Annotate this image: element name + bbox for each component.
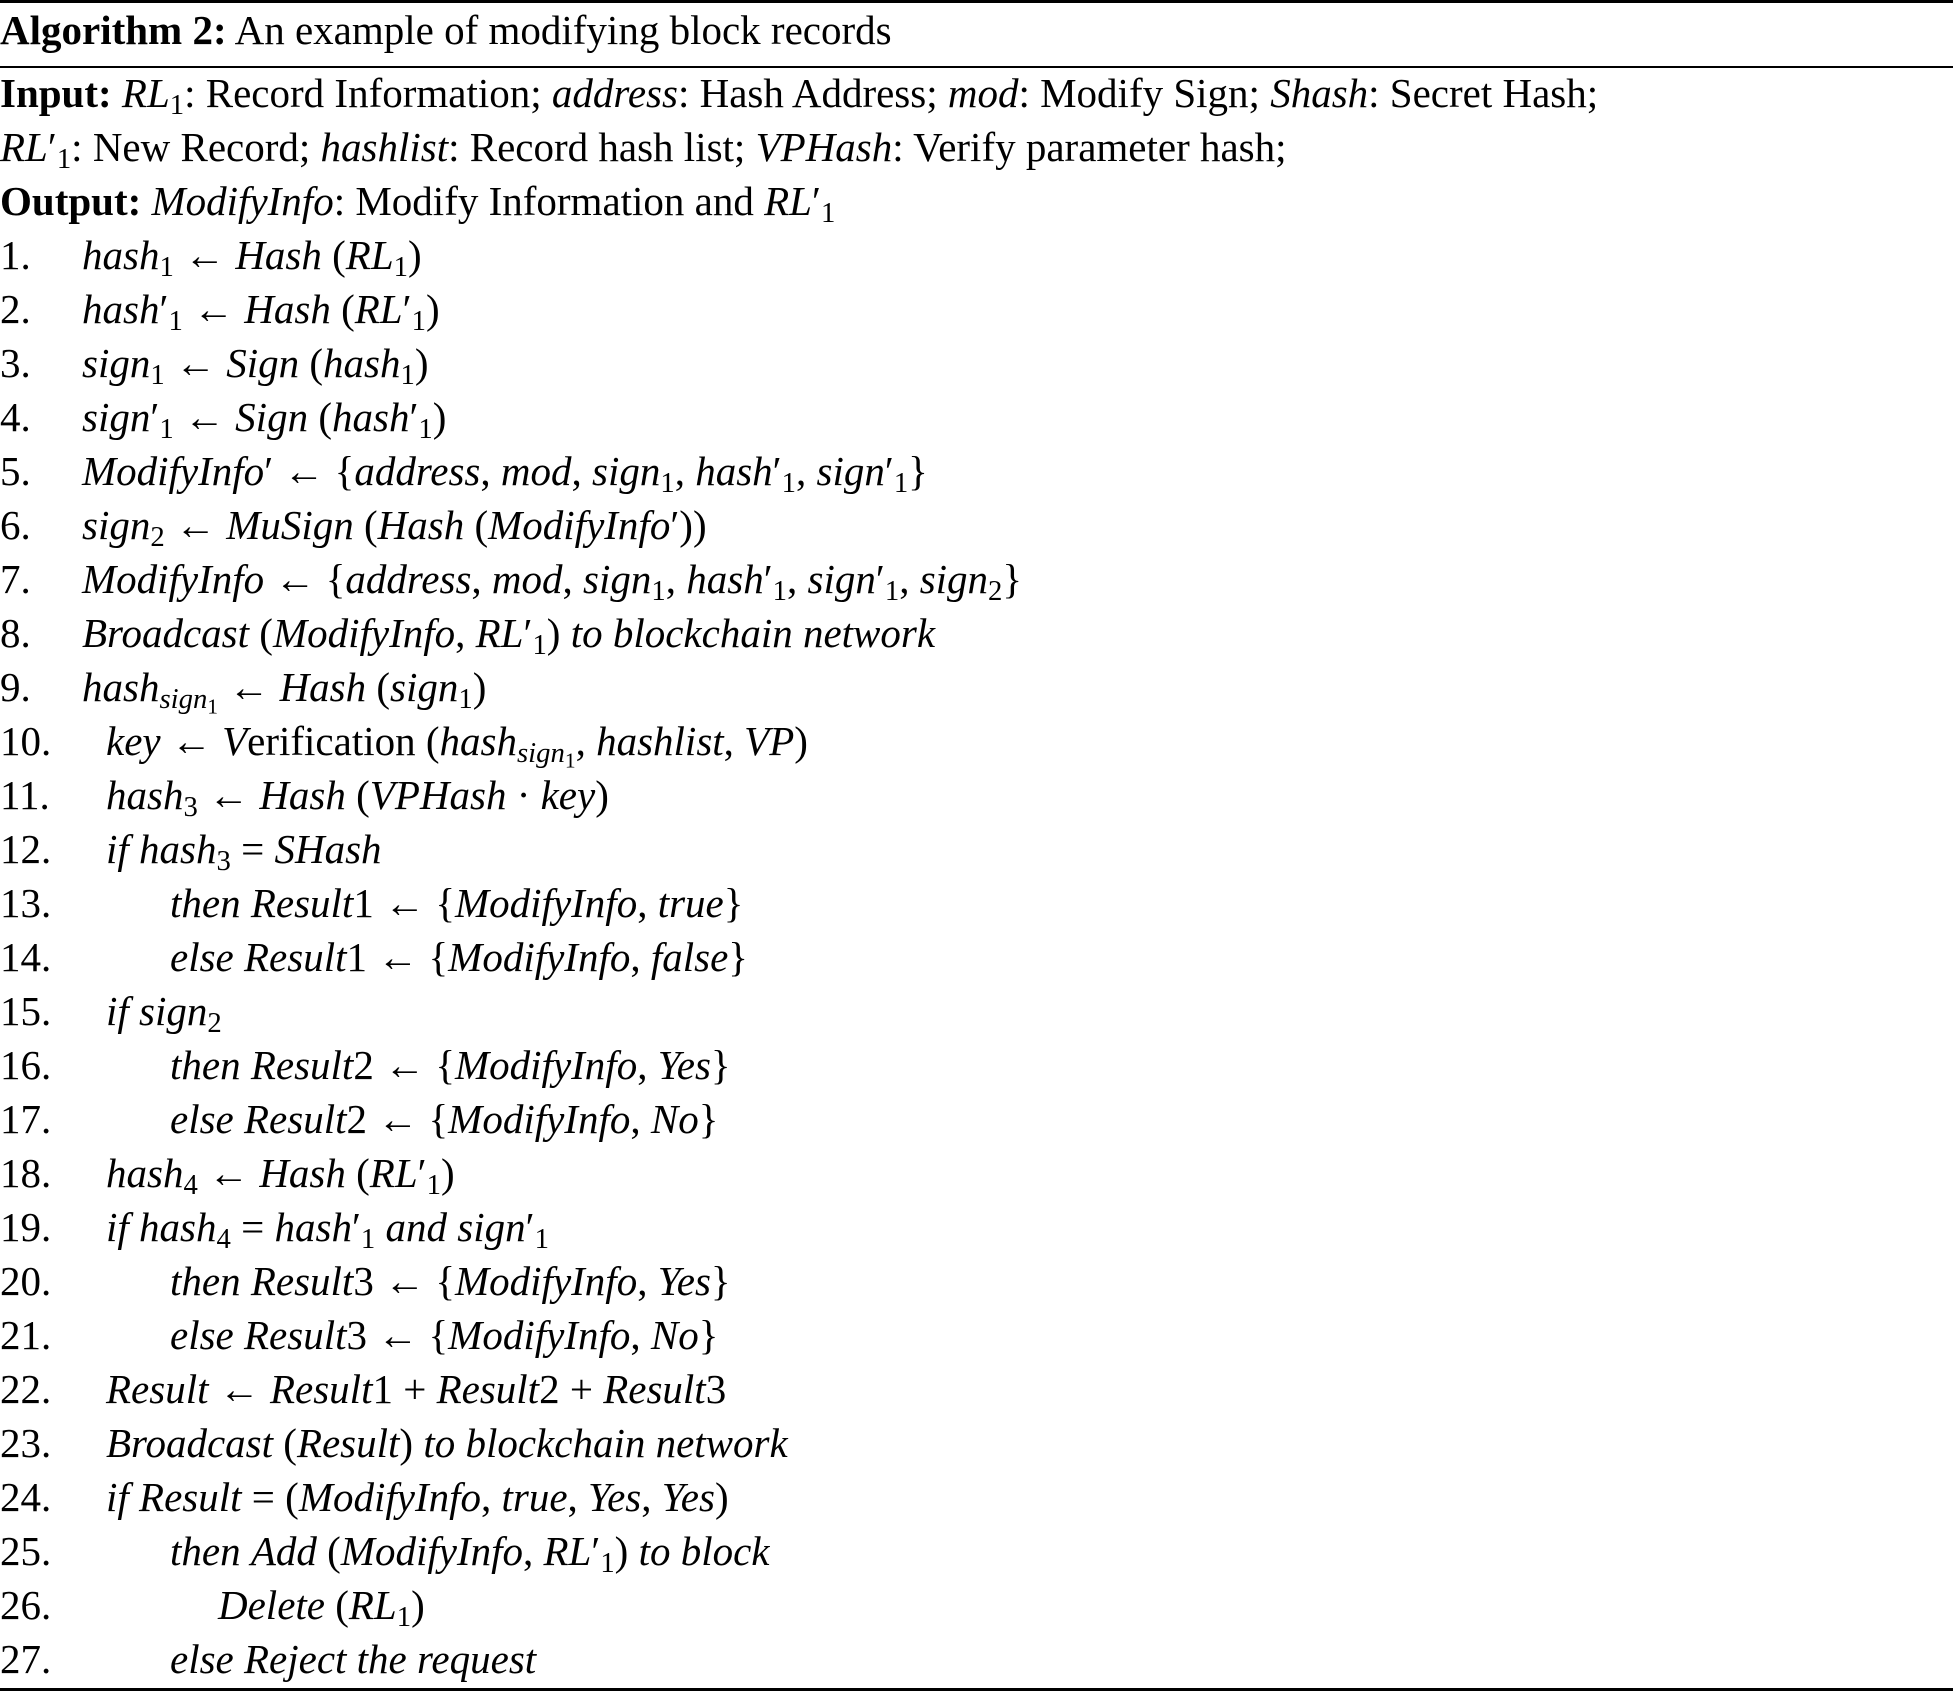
step-code: if sign$_2$ xyxy=(106,988,222,1040)
step-number: 15. xyxy=(0,988,52,1034)
step-number: 1. xyxy=(0,232,31,278)
step-code: ModifyInfo ← {address, mod, sign$_1$, $hash'_1$, $sign'_1$, sign$_2$} xyxy=(82,556,1023,608)
step-number: 18. xyxy=(0,1150,52,1196)
step-number: 26. xyxy=(0,1582,52,1628)
step-number: 16. xyxy=(0,1042,52,1088)
step-number: 20. xyxy=(0,1258,52,1304)
step-code: $sign'_1$ ← Sign $(hash'_1)$ xyxy=(82,394,447,446)
step-number: 2. xyxy=(0,286,31,332)
step-number: 23. xyxy=(0,1420,52,1466)
step-code: else Reject the request xyxy=(170,1636,537,1682)
step-code: hash$_3$ ← Hash (VPHash · key) xyxy=(106,772,609,824)
step-code: hash$_1$ ← Hash $(RL_1)$ xyxy=(82,232,422,284)
step-code: then Result3 ← {ModifyInfo, Yes} xyxy=(170,1258,731,1304)
step-number: 12. xyxy=(0,826,52,872)
step-code: hash$_4$ ← Hash $(RL'_1)$ xyxy=(106,1150,455,1202)
step-number: 17. xyxy=(0,1096,52,1142)
step-number: 10. xyxy=(0,718,52,764)
step-code: key ← Verification (hash$_{sign_1}$, hashlist, VP) xyxy=(106,718,808,773)
algorithm-title: An example of modifying block records xyxy=(234,7,892,53)
step-number: 27. xyxy=(0,1636,52,1682)
bottom-rule xyxy=(0,1688,1953,1691)
step-code: if hash$_4$ = $hash'_1$ and $sign'_1$ xyxy=(106,1204,549,1256)
step-number: 14. xyxy=(0,934,52,980)
step-code: else Result1 ← {ModifyInfo, false} xyxy=(170,934,748,980)
step-code: sign$_2$ ← MuSign (Hash (ModifyInfo′)) xyxy=(82,502,707,554)
step-code: then Result1 ← {ModifyInfo, true} xyxy=(170,880,744,926)
step-number: 25. xyxy=(0,1528,52,1574)
step-code: hash$_{sign_1}$ ← Hash (sign$_1$) xyxy=(82,664,487,719)
input-text-1-render: $RL_1$: Record Information; address: Hash Address; mod: Modify Sign; Shash: Secret Hash; xyxy=(121,70,1599,122)
step-number: 3. xyxy=(0,340,31,386)
step-code: if Result = (ModifyInfo, true, Yes, Yes) xyxy=(106,1474,729,1520)
step-number: 11. xyxy=(0,772,50,818)
step-code: sign$_1$ ← Sign (hash$_1$) xyxy=(82,340,429,392)
output-text-render: ModifyInfo: Modify Information and $RL'_1$ xyxy=(151,178,836,230)
step-code: Broadcast (Result) to blockchain network xyxy=(106,1420,788,1466)
step-code: Broadcast (ModifyInfo, $RL'_1$) to blockchain network xyxy=(82,610,936,662)
step-code: then Add (ModifyInfo, $RL'_1$) to block xyxy=(170,1528,770,1580)
step-number: 21. xyxy=(0,1312,52,1358)
step-number: 19. xyxy=(0,1204,52,1250)
input-text-2-render: $RL'_1$: New Record; hashlist: Record hash list; VPHash: Verify parameter hash; xyxy=(0,124,1287,176)
step-number: 4. xyxy=(0,394,31,440)
input-label: Input: xyxy=(0,70,112,116)
step-code: Result ← Result1 + Result2 + Result3 xyxy=(106,1366,727,1412)
step-code: else Result2 ← {ModifyInfo, No} xyxy=(170,1096,719,1142)
step-number: 6. xyxy=(0,502,31,548)
step-code: then Result2 ← {ModifyInfo, Yes} xyxy=(170,1042,731,1088)
step-code: Delete $(RL_1)$ xyxy=(218,1582,425,1634)
output-label: Output: xyxy=(0,178,142,224)
step-number: 22. xyxy=(0,1366,52,1412)
step-number: 24. xyxy=(0,1474,52,1520)
algorithm-label: Algorithm 2: xyxy=(0,7,227,53)
step-number: 8. xyxy=(0,610,31,656)
step-number: 5. xyxy=(0,448,31,494)
step-code: ModifyInfo′ ← {address, mod, sign$_1$, $hash'_1$, $sign'_1$} xyxy=(82,448,928,500)
step-code: $hash'_1$ ← Hash $(RL'_1)$ xyxy=(82,286,440,338)
step-code: if hash$_3$ = SHash xyxy=(106,826,382,878)
step-code: else Result3 ← {ModifyInfo, No} xyxy=(170,1312,719,1358)
step-number: 9. xyxy=(0,664,31,710)
top-rule xyxy=(0,0,1953,3)
step-number: 13. xyxy=(0,880,52,926)
step-number: 7. xyxy=(0,556,31,602)
